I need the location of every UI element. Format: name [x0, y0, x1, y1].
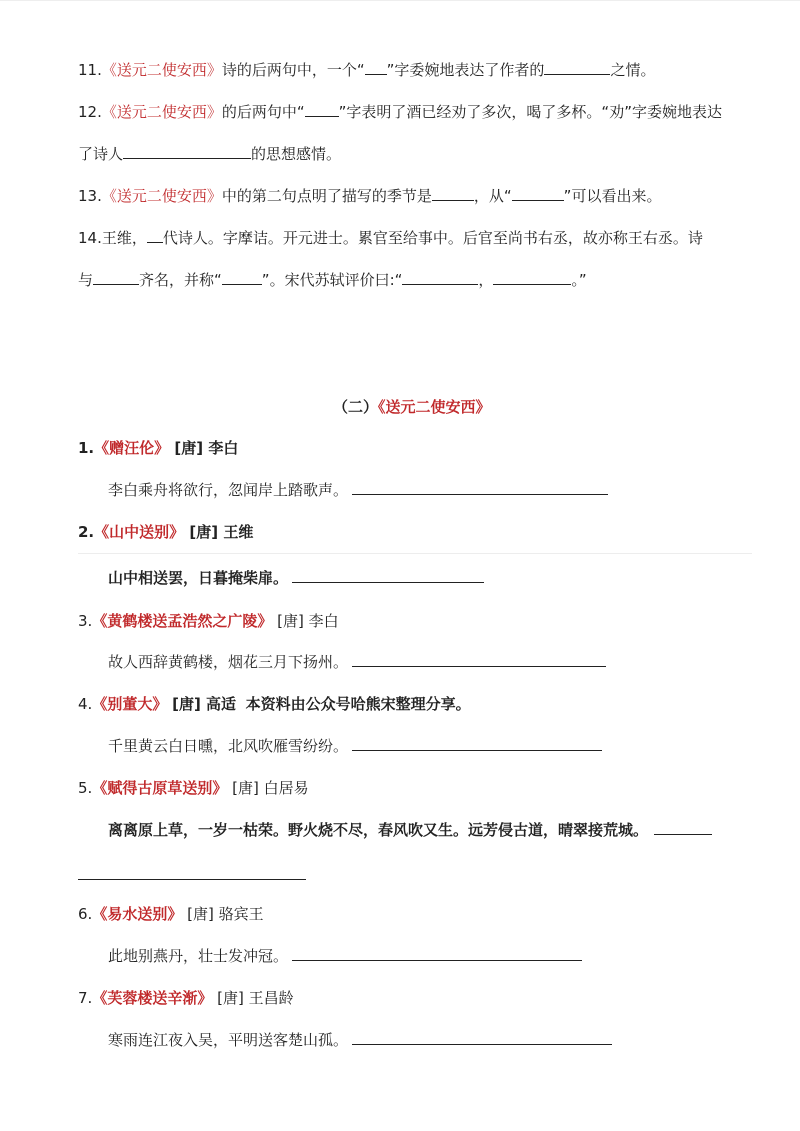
poem-number: 2.	[78, 523, 95, 541]
poem-author: [唐] 李白	[277, 612, 339, 630]
answer-blank[interactable]	[352, 736, 602, 751]
verse-text: 此地别燕丹，壮士发冲冠。	[108, 947, 289, 965]
verse-text: 山中相送罢，日暮掩柴扉。	[108, 569, 289, 587]
fill-blank[interactable]	[432, 186, 474, 201]
answer-blank[interactable]	[292, 568, 484, 583]
poem-author: [唐] 王维	[189, 523, 254, 541]
question-11	[78, 60, 655, 80]
question-12-cont	[78, 144, 341, 164]
poem-title: 《送元二使安西》	[101, 187, 222, 205]
poem-verse	[108, 1030, 612, 1050]
poem-author: [唐] 高适	[172, 695, 237, 713]
question-text: ，	[478, 271, 494, 289]
question-text: 齐名，并称“	[139, 271, 222, 289]
answer-blank[interactable]	[292, 946, 582, 961]
fill-blank[interactable]	[147, 228, 163, 243]
question-text: ，从“	[473, 187, 512, 205]
poem-heading	[78, 438, 238, 458]
answer-blank[interactable]	[654, 820, 712, 835]
fill-blank[interactable]	[493, 270, 571, 285]
question-text: ”字委婉地表达了作者的	[386, 61, 545, 79]
answer-blank[interactable]	[352, 1030, 612, 1045]
poem-author: [唐] 李白	[174, 439, 239, 457]
divider	[78, 553, 752, 554]
fill-blank[interactable]	[222, 270, 262, 285]
poem-title: 《别董大》	[92, 695, 168, 713]
poem-number: 4.	[78, 695, 93, 713]
source-note: 本资料由公众号哈熊宋整理分享。	[245, 695, 471, 713]
question-12	[78, 102, 722, 122]
question-text: 的后两句中“	[221, 103, 305, 121]
question-text: 14.王维，	[78, 229, 147, 247]
poem-heading	[78, 611, 339, 631]
poem-heading	[78, 694, 471, 714]
poem-heading	[78, 988, 294, 1008]
question-number: 12.	[78, 103, 102, 121]
question-text: 。”	[571, 271, 587, 289]
section-number: （二）	[333, 398, 379, 416]
question-14-cont	[78, 270, 587, 290]
question-text: 之情。	[610, 61, 656, 79]
poem-verse	[108, 652, 606, 672]
question-number: 11.	[78, 61, 102, 79]
question-number: 13.	[78, 187, 102, 205]
fill-blank[interactable]	[544, 60, 610, 75]
question-text: ”字表明了酒已经劝了多次，喝了多杯。“劝”字委婉地表达	[338, 103, 722, 121]
question-text: 与	[78, 271, 94, 289]
section-title	[333, 397, 491, 417]
page-top-border	[0, 0, 800, 1]
answer-blank-continued[interactable]	[78, 879, 306, 880]
verse-text: 寒雨连江夜入吴，平明送客楚山孤。	[108, 1031, 349, 1049]
answer-blank[interactable]	[352, 652, 606, 667]
question-text: ”可以看出来。	[563, 187, 662, 205]
poem-number: 3.	[78, 612, 93, 630]
question-14	[78, 228, 703, 248]
question-text: 的思想感情。	[251, 145, 342, 163]
fill-blank[interactable]	[93, 270, 139, 285]
poem-heading	[78, 522, 253, 542]
fill-blank[interactable]	[402, 270, 478, 285]
question-text: 诗的后两句中，一个“	[221, 61, 365, 79]
poem-title: 《芙蓉楼送辛渐》	[92, 989, 213, 1007]
poem-number: 5.	[78, 779, 93, 797]
fill-blank[interactable]	[123, 144, 251, 159]
question-text: 代诗人。字摩诘。开元进士。累官至给事中。后官至尚书右丞，故亦称王右丞。诗	[162, 229, 703, 247]
section-poem-title: 《送元二使安西》	[378, 398, 491, 416]
fill-blank[interactable]	[305, 102, 339, 117]
poem-verse	[108, 736, 602, 756]
question-13	[78, 186, 661, 206]
poem-title: 《山中送别》	[94, 523, 185, 541]
poem-heading	[78, 904, 264, 924]
poem-title: 《赠汪伦》	[94, 439, 170, 457]
poem-verse	[108, 480, 608, 500]
question-text: ”。宋代苏轼评价曰:“	[261, 271, 403, 289]
fill-blank[interactable]	[512, 186, 564, 201]
verse-text: 离离原上草，一岁一枯荣。野火烧不尽，春风吹又生。远芳侵古道，晴翠接荒城。	[108, 821, 649, 839]
poem-verse	[108, 568, 484, 588]
poem-author: [唐] 王昌龄	[217, 989, 294, 1007]
poem-title: 《送元二使安西》	[101, 103, 222, 121]
poem-title: 《易水送别》	[92, 905, 183, 923]
poem-title: 《送元二使安西》	[101, 61, 222, 79]
poem-verse	[108, 946, 582, 966]
answer-blank[interactable]	[352, 480, 608, 495]
poem-number: 1.	[78, 439, 95, 457]
poem-author: [唐] 白居易	[232, 779, 309, 797]
verse-text: 故人西辞黄鹤楼，烟花三月下扬州。	[108, 653, 349, 671]
verse-text: 千里黄云白日曛，北风吹雁雪纷纷。	[108, 737, 349, 755]
poem-number: 7.	[78, 989, 93, 1007]
question-text: 了诗人	[78, 145, 124, 163]
fill-blank[interactable]	[365, 60, 387, 75]
poem-author: [唐] 骆宾王	[187, 905, 264, 923]
poem-verse	[108, 820, 712, 840]
poem-title: 《赋得古原草送别》	[92, 779, 228, 797]
verse-text: 李白乘舟将欲行，忽闻岸上踏歌声。	[108, 481, 349, 499]
question-text: 中的第二句点明了描写的季节是	[221, 187, 432, 205]
poem-title: 《黄鹤楼送孟浩然之广陵》	[92, 612, 273, 630]
poem-heading	[78, 778, 309, 798]
poem-number: 6.	[78, 905, 93, 923]
